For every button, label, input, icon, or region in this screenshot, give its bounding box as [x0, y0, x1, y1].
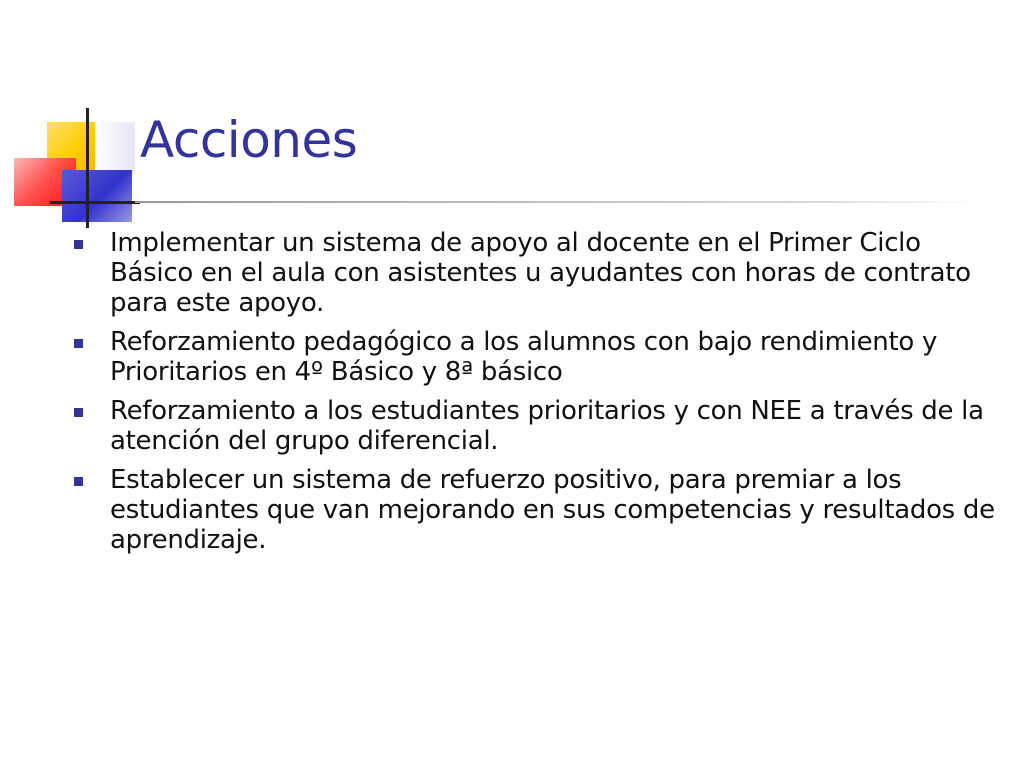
bullet-item [72, 465, 1002, 555]
bullet-text: Reforzamiento a los estudiantes prioritarios y con NEE a través de la atención del grupo diferencial. [110, 396, 984, 456]
bullet-item [72, 396, 1002, 456]
bullet-item [72, 228, 1002, 318]
square-bullet-icon [74, 240, 83, 249]
bullet-text: Establecer un sistema de refuerzo positivo, para premiar a los estudiantes que van mejorando en sus competencias y resultados de aprendizaje. [110, 465, 995, 555]
square-bullet-icon [74, 408, 83, 417]
slide-title: Acciones [140, 111, 358, 169]
bullet-item [72, 327, 1002, 387]
logo-blue-square [62, 170, 132, 222]
logo-light-square [95, 122, 135, 172]
square-bullet-icon [74, 339, 83, 348]
logo-horizontal-line [50, 201, 140, 204]
square-bullet-icon [74, 477, 83, 486]
title-divider [135, 201, 980, 203]
bullet-text: Implementar un sistema de apoyo al docente en el Primer Ciclo Básico en el aula con asistentes u ayudantes con horas de contrato para este apoyo. [110, 228, 971, 318]
color-squares-logo-icon [0, 0, 150, 240]
logo-vertical-line [86, 108, 89, 228]
bullet-text: Reforzamiento pedagógico a los alumnos con bajo rendimiento y Prioritarios en 4º Básico y 8ª básico [110, 327, 938, 387]
bullet-list [72, 228, 1002, 564]
